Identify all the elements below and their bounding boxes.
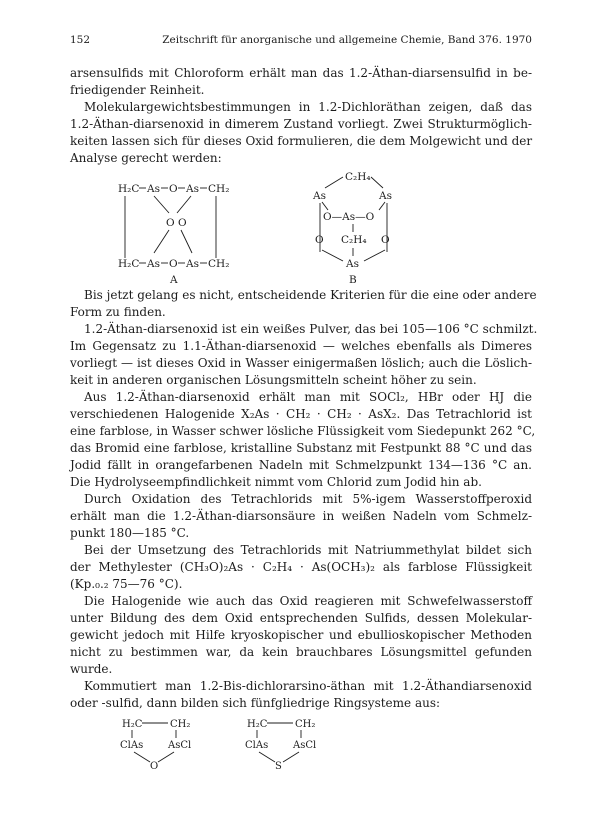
atom-label: As [147, 258, 160, 270]
text-line: Aus 1.2-Äthan-diarsenoxid erhält man mit SOCl₂, HBr oder HJ die [84, 390, 532, 404]
atom-label: H₂C [118, 258, 140, 270]
text-line: Analyse gerecht werden: [70, 151, 222, 165]
text-line: oder -sulfid, dann bilden sich fünfgliedrige Ringsysteme aus: [70, 696, 441, 710]
atom-label: AsCl [293, 740, 317, 751]
atom-label: O [166, 217, 175, 229]
text-line: Durch Oxidation des Tetrachlorids mit 5%-igem Wasserstoffperoxid [84, 492, 532, 506]
atom-label: H₂C [247, 719, 268, 730]
text-line: Bis jetzt gelang es nicht, entscheidende Kriterien für die eine oder andere [84, 288, 537, 302]
text-line: arsensulfids mit Chloroform erhält man das 1.2-Äthan-diarsensulfid in be- [70, 66, 532, 80]
atom-label: CH₂ [208, 258, 230, 270]
text-line: das Bromid eine farblose, kristalline Substanz mit Festpunkt 88 °C und das [70, 441, 532, 455]
atom-label: As [313, 190, 326, 202]
text-line: Form zu finden. [70, 305, 166, 319]
atom-label: C₂H₄ [341, 234, 367, 246]
atom-label: As [186, 258, 199, 270]
atom-label: As [346, 258, 359, 270]
text-line: unter Bildung des dem Oxid entsprechenden Sulfids, dessen Molekular- [70, 611, 532, 625]
text-line: friedigender Reinheit. [70, 83, 205, 97]
text-line: Kommutiert man 1.2-Bis-dichlorarsino-äthan mit 1.2-Äthandiarsenoxid [84, 679, 532, 693]
atom-label: S [275, 761, 282, 772]
text-line: nicht zu bestimmen war, da kein brauchbares Lösungsmittel gefunden [70, 645, 532, 659]
atom-label: H₂C [122, 719, 143, 730]
text-line: verschiedenen Halogenide X₂As · CH₂ · CH₂ · AsX₂. Das Tetrachlorid ist [70, 407, 532, 421]
atom-label: O [169, 183, 178, 195]
atom-label: C₂H₄ [345, 171, 371, 183]
text-line: Bei der Umsetzung des Tetrachlorids mit Natriummethylat bildet sich [84, 543, 532, 557]
text-line: punkt 180—185 °C. [70, 526, 190, 540]
structure-label: B [349, 274, 357, 285]
text-line: 1.2-Äthan-diarsenoxid in dimerem Zustand vorliegt. Zwei Strukturmöglich- [70, 117, 532, 131]
text-line: Die Halogenide wie auch das Oxid reagieren mit Schwefelwasserstoff [84, 594, 532, 608]
text-line: 1.2-Äthan-diarsenoxid ist ein weißes Pulver, das bei 105—106 °C schmilzt. [84, 322, 538, 336]
atom-label: CH₂ [295, 719, 316, 730]
text-line: Die Hydrolyseempfindlichkeit nimmt vom Chlorid zum Jodid hin ab. [70, 475, 482, 489]
journal-title: Zeitschrift für anorganische und allgemeine Chemie, Band 376. 1970 [162, 34, 532, 46]
atom-label: As [186, 183, 199, 195]
atom-label: O [169, 258, 178, 270]
running-head [70, 34, 532, 50]
atom-label: ClAs [245, 740, 269, 751]
text-line: gewicht jedoch mit Hilfe kryoskopischer und ebullioskopischer Methoden [70, 628, 532, 642]
text-line: Molekulargewichtsbestimmungen in 1.2-Dichloräthan zeigen, daß das [84, 100, 532, 114]
page-number: 152 [70, 34, 91, 46]
atom-label: O—As—O [323, 211, 375, 223]
structure-a-diagram [110, 180, 290, 285]
atom-label: O [178, 217, 187, 229]
ring-sulfide-diagram [245, 716, 335, 776]
text-line: Jodid fällt in orangefarbenen Nadeln mit Schmelzpunkt 134—136 °C an. [70, 458, 532, 472]
text-line: wurde. [70, 662, 113, 676]
atom-label: As [147, 183, 160, 195]
text-line: erhält man die 1.2-Äthan-diarsonsäure in weißen Nadeln vom Schmelz- [70, 509, 532, 523]
text-line: keiten lassen sich für dieses Oxid formulieren, die dem Molgewicht und der [70, 134, 533, 148]
text-line: keit in anderen organischen Lösungsmitteln scheint höher zu sein. [70, 373, 477, 387]
atom-label: As [379, 190, 392, 202]
text-line: vorliegt — ist dieses Oxid in Wasser einigermaßen löslich; auch die Löslich- [70, 356, 532, 370]
atom-label: AsCl [168, 740, 192, 751]
structure-b-diagram [305, 168, 415, 285]
atom-label: CH₂ [208, 183, 230, 195]
atom-label: CH₂ [170, 719, 191, 730]
text-line: der Methylester (CH₃O)₂As · C₂H₄ · As(OCH₃)₂ als farblose Flüssigkeit [70, 560, 532, 574]
atom-label: O [150, 761, 159, 772]
text-line: Im Gegensatz zu 1.1-Äthan-diarsenoxid — welches ebenfalls als Dimeres [70, 339, 532, 353]
structure-label: A [170, 274, 178, 285]
text-line: (Kp.₀.₂ 75—76 °C). [70, 577, 183, 591]
atom-label: O [315, 234, 324, 246]
atom-label: O [381, 234, 390, 246]
ring-oxide-diagram [120, 716, 210, 776]
atom-label: ClAs [120, 740, 144, 751]
atom-label: H₂C [118, 183, 140, 195]
text-line: eine farblose, in Wasser schwer lösliche Flüssigkeit vom Siedepunkt 262 °C, [70, 424, 536, 438]
